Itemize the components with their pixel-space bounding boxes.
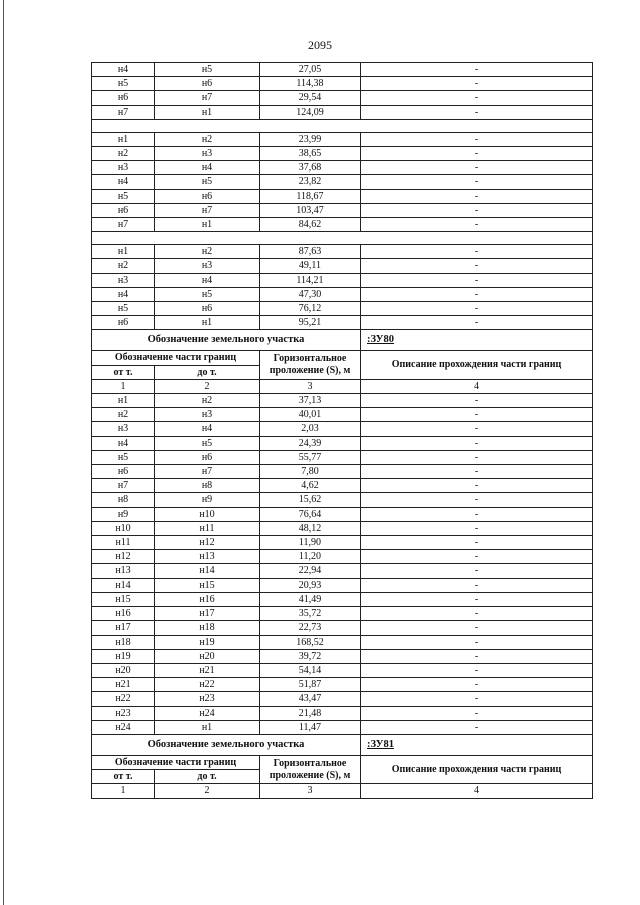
to-point-cell: н5 <box>155 63 260 77</box>
to-point-cell: н13 <box>155 550 260 564</box>
description-cell: - <box>361 536 593 550</box>
spacer-cell <box>92 119 593 132</box>
to-point-cell: н2 <box>155 245 260 259</box>
table-row <box>92 621 593 635</box>
from-point-cell: н6 <box>92 203 155 217</box>
to-point-cell: н6 <box>155 77 260 91</box>
length-cell: 41,49 <box>260 592 361 606</box>
table-row <box>92 63 593 77</box>
from-point-cell: н4 <box>92 287 155 301</box>
to-point-cell: н19 <box>155 635 260 649</box>
length-cell: 39,72 <box>260 649 361 663</box>
length-cell: 84,62 <box>260 218 361 232</box>
length-cell: 114,21 <box>260 273 361 287</box>
description-cell: - <box>361 105 593 119</box>
from-point-cell: н15 <box>92 592 155 606</box>
to-point-cell: н6 <box>155 189 260 203</box>
description-cell: - <box>361 507 593 521</box>
from-point-cell: н17 <box>92 621 155 635</box>
table-row <box>92 649 593 663</box>
length-cell: 37,13 <box>260 394 361 408</box>
length-cell: 49,11 <box>260 259 361 273</box>
to-point-cell: н5 <box>155 175 260 189</box>
length-cell: 47,30 <box>260 287 361 301</box>
from-point-cell: н5 <box>92 450 155 464</box>
description-cell: - <box>361 161 593 175</box>
from-point-cell: н24 <box>92 720 155 734</box>
length-cell: 76,64 <box>260 507 361 521</box>
from-point-cell: н12 <box>92 550 155 564</box>
length-cell: 103,47 <box>260 203 361 217</box>
from-point-cell: н8 <box>92 493 155 507</box>
from-point-cell: н11 <box>92 536 155 550</box>
from-point-cell: н16 <box>92 607 155 621</box>
length-cell: 114,38 <box>260 77 361 91</box>
to-point-cell: н20 <box>155 649 260 663</box>
length-header: Горизонтальное проложение (S), м <box>260 351 361 379</box>
table-row <box>92 394 593 408</box>
column-number-row <box>92 379 593 393</box>
to-point-cell: н5 <box>155 436 260 450</box>
length-cell: 15,62 <box>260 493 361 507</box>
from-point-cell: н7 <box>92 105 155 119</box>
column-number-cell: 2 <box>155 784 260 798</box>
length-cell: 168,52 <box>260 635 361 649</box>
column-number-cell: 1 <box>92 379 155 393</box>
from-point-cell: н5 <box>92 189 155 203</box>
table-row <box>92 91 593 105</box>
length-cell: 22,73 <box>260 621 361 635</box>
from-point-cell: н6 <box>92 316 155 330</box>
table-row <box>92 521 593 535</box>
table-row <box>92 678 593 692</box>
description-cell: - <box>361 394 593 408</box>
to-point-cell: н9 <box>155 493 260 507</box>
spacer-row <box>92 232 593 245</box>
length-cell: 35,72 <box>260 607 361 621</box>
description-cell: - <box>361 493 593 507</box>
from-point-cell: н4 <box>92 436 155 450</box>
to-point-cell: н12 <box>155 536 260 550</box>
to-point-cell: н22 <box>155 678 260 692</box>
to-point-cell: н5 <box>155 287 260 301</box>
length-cell: 43,47 <box>260 692 361 706</box>
length-cell: 38,65 <box>260 147 361 161</box>
description-cell: - <box>361 635 593 649</box>
table-row <box>92 592 593 606</box>
from-point-cell: н4 <box>92 175 155 189</box>
table-row <box>92 218 593 232</box>
from-point-cell: н23 <box>92 706 155 720</box>
length-cell: 87,63 <box>260 245 361 259</box>
table-row <box>92 132 593 146</box>
description-cell: - <box>361 203 593 217</box>
from-point-cell: н13 <box>92 564 155 578</box>
to-point-cell: н7 <box>155 91 260 105</box>
description-cell: - <box>361 607 593 621</box>
from-point-cell: н21 <box>92 678 155 692</box>
description-cell: - <box>361 649 593 663</box>
length-cell: 23,99 <box>260 132 361 146</box>
table-row <box>92 578 593 592</box>
plot-designation-row <box>92 734 593 755</box>
description-header: Описание прохождения части границ <box>361 755 593 783</box>
length-header: Горизонтальное проложение (S), м <box>260 755 361 783</box>
table-row <box>92 203 593 217</box>
column-header-row <box>92 351 593 365</box>
from-point-cell: н7 <box>92 218 155 232</box>
spacer-cell <box>92 232 593 245</box>
to-point-cell: н10 <box>155 507 260 521</box>
from-point-cell: н1 <box>92 132 155 146</box>
description-cell: - <box>361 316 593 330</box>
part-designation-header: Обозначение части границ <box>92 351 260 365</box>
description-cell: - <box>361 692 593 706</box>
column-header-row <box>92 755 593 769</box>
table-row <box>92 536 593 550</box>
to-point-cell: н4 <box>155 161 260 175</box>
table-row <box>92 161 593 175</box>
length-cell: 29,54 <box>260 91 361 105</box>
table-row <box>92 436 593 450</box>
plot-designation-label: Обозначение земельного участка <box>92 330 361 351</box>
length-cell: 118,67 <box>260 189 361 203</box>
description-cell: - <box>361 465 593 479</box>
column-number-cell: 3 <box>260 784 361 798</box>
column-number-cell: 3 <box>260 379 361 393</box>
column-number-cell: 4 <box>361 379 593 393</box>
table-row <box>92 706 593 720</box>
length-cell: 11,90 <box>260 536 361 550</box>
description-cell: - <box>361 175 593 189</box>
description-cell: - <box>361 592 593 606</box>
description-cell: - <box>361 678 593 692</box>
description-cell: - <box>361 147 593 161</box>
to-point-cell: н14 <box>155 564 260 578</box>
table-row <box>92 408 593 422</box>
column-number-row <box>92 784 593 798</box>
description-cell: - <box>361 273 593 287</box>
to-point-cell: н2 <box>155 394 260 408</box>
description-cell: - <box>361 77 593 91</box>
column-number-cell: 4 <box>361 784 593 798</box>
length-cell: 11,20 <box>260 550 361 564</box>
to-point-cell: н21 <box>155 663 260 677</box>
spacer-row <box>92 119 593 132</box>
page-number: 2095 <box>308 38 332 52</box>
description-cell: - <box>361 720 593 734</box>
description-cell: - <box>361 302 593 316</box>
length-cell: 4,62 <box>260 479 361 493</box>
table-row <box>92 663 593 677</box>
length-cell: 20,93 <box>260 578 361 592</box>
from-point-cell: н2 <box>92 259 155 273</box>
to-point-cell: н1 <box>155 218 260 232</box>
part-designation-header: Обозначение части границ <box>92 755 260 769</box>
to-point-cell: н18 <box>155 621 260 635</box>
description-header: Описание прохождения части границ <box>361 351 593 379</box>
to-point-cell: н1 <box>155 316 260 330</box>
table-row <box>92 245 593 259</box>
to-point-cell: н16 <box>155 592 260 606</box>
from-point-cell: н6 <box>92 91 155 105</box>
table-row <box>92 564 593 578</box>
description-cell: - <box>361 91 593 105</box>
description-cell: - <box>361 450 593 464</box>
description-cell: - <box>361 578 593 592</box>
from-point-cell: н5 <box>92 77 155 91</box>
description-cell: - <box>361 132 593 146</box>
to-point-cell: н11 <box>155 521 260 535</box>
from-point-cell: н22 <box>92 692 155 706</box>
from-point-cell: н2 <box>92 408 155 422</box>
length-cell: 40,01 <box>260 408 361 422</box>
table-row <box>92 720 593 734</box>
length-cell: 76,12 <box>260 302 361 316</box>
table-row <box>92 479 593 493</box>
plot-designation-label: Обозначение земельного участка <box>92 734 361 755</box>
to-point-cell: н3 <box>155 259 260 273</box>
from-point-cell: н19 <box>92 649 155 663</box>
length-cell: 2,03 <box>260 422 361 436</box>
description-cell: - <box>361 521 593 535</box>
description-cell: - <box>361 706 593 720</box>
table-row <box>92 259 593 273</box>
to-point-cell: н3 <box>155 408 260 422</box>
to-point-cell: н6 <box>155 450 260 464</box>
boundary-table <box>91 62 593 799</box>
plot-code: :ЗУ81 <box>361 734 593 755</box>
description-cell: - <box>361 663 593 677</box>
description-cell: - <box>361 422 593 436</box>
from-header: от т. <box>92 770 155 784</box>
length-cell: 48,12 <box>260 521 361 535</box>
to-point-cell: н4 <box>155 422 260 436</box>
table-row <box>92 507 593 521</box>
description-cell: - <box>361 621 593 635</box>
description-cell: - <box>361 408 593 422</box>
from-point-cell: н3 <box>92 273 155 287</box>
table-row <box>92 77 593 91</box>
length-cell: 11,47 <box>260 720 361 734</box>
to-header: до т. <box>155 365 260 379</box>
description-cell: - <box>361 245 593 259</box>
description-cell: - <box>361 259 593 273</box>
length-cell: 27,05 <box>260 63 361 77</box>
description-cell: - <box>361 189 593 203</box>
length-cell: 55,77 <box>260 450 361 464</box>
from-point-cell: н14 <box>92 578 155 592</box>
from-point-cell: н1 <box>92 394 155 408</box>
table-row <box>92 607 593 621</box>
table-row <box>92 450 593 464</box>
table-row <box>92 147 593 161</box>
from-point-cell: н7 <box>92 479 155 493</box>
length-cell: 51,87 <box>260 678 361 692</box>
to-point-cell: н6 <box>155 302 260 316</box>
to-point-cell: н1 <box>155 105 260 119</box>
table-row <box>92 105 593 119</box>
length-cell: 21,48 <box>260 706 361 720</box>
plot-designation-row <box>92 330 593 351</box>
table-row <box>92 635 593 649</box>
table-row <box>92 273 593 287</box>
to-point-cell: н23 <box>155 692 260 706</box>
description-cell: - <box>361 63 593 77</box>
to-point-cell: н24 <box>155 706 260 720</box>
length-cell: 7,80 <box>260 465 361 479</box>
to-point-cell: н7 <box>155 465 260 479</box>
from-point-cell: н4 <box>92 63 155 77</box>
to-point-cell: н3 <box>155 147 260 161</box>
description-cell: - <box>361 479 593 493</box>
from-point-cell: н5 <box>92 302 155 316</box>
table-row <box>92 422 593 436</box>
to-header: до т. <box>155 770 260 784</box>
from-point-cell: н2 <box>92 147 155 161</box>
from-point-cell: н18 <box>92 635 155 649</box>
table-row <box>92 692 593 706</box>
to-point-cell: н4 <box>155 273 260 287</box>
length-cell: 124,09 <box>260 105 361 119</box>
description-cell: - <box>361 564 593 578</box>
description-cell: - <box>361 436 593 450</box>
description-cell: - <box>361 550 593 564</box>
table-row <box>92 189 593 203</box>
table-row <box>92 465 593 479</box>
to-point-cell: н8 <box>155 479 260 493</box>
column-number-cell: 1 <box>92 784 155 798</box>
from-header: от т. <box>92 365 155 379</box>
to-point-cell: н15 <box>155 578 260 592</box>
table-row <box>92 287 593 301</box>
length-cell: 24,39 <box>260 436 361 450</box>
to-point-cell: н7 <box>155 203 260 217</box>
table-row <box>92 316 593 330</box>
length-cell: 37,68 <box>260 161 361 175</box>
page-edge <box>3 0 4 905</box>
to-point-cell: н1 <box>155 720 260 734</box>
length-cell: 23,82 <box>260 175 361 189</box>
to-point-cell: н2 <box>155 132 260 146</box>
from-point-cell: н9 <box>92 507 155 521</box>
table-row <box>92 175 593 189</box>
from-point-cell: н10 <box>92 521 155 535</box>
table-row <box>92 550 593 564</box>
length-cell: 95,21 <box>260 316 361 330</box>
description-cell: - <box>361 218 593 232</box>
plot-code: :ЗУ80 <box>361 330 593 351</box>
to-point-cell: н17 <box>155 607 260 621</box>
description-cell: - <box>361 287 593 301</box>
from-point-cell: н3 <box>92 422 155 436</box>
column-number-cell: 2 <box>155 379 260 393</box>
from-point-cell: н3 <box>92 161 155 175</box>
from-point-cell: н6 <box>92 465 155 479</box>
length-cell: 22,94 <box>260 564 361 578</box>
from-point-cell: н1 <box>92 245 155 259</box>
length-cell: 54,14 <box>260 663 361 677</box>
from-point-cell: н20 <box>92 663 155 677</box>
table-row <box>92 302 593 316</box>
table-row <box>92 493 593 507</box>
